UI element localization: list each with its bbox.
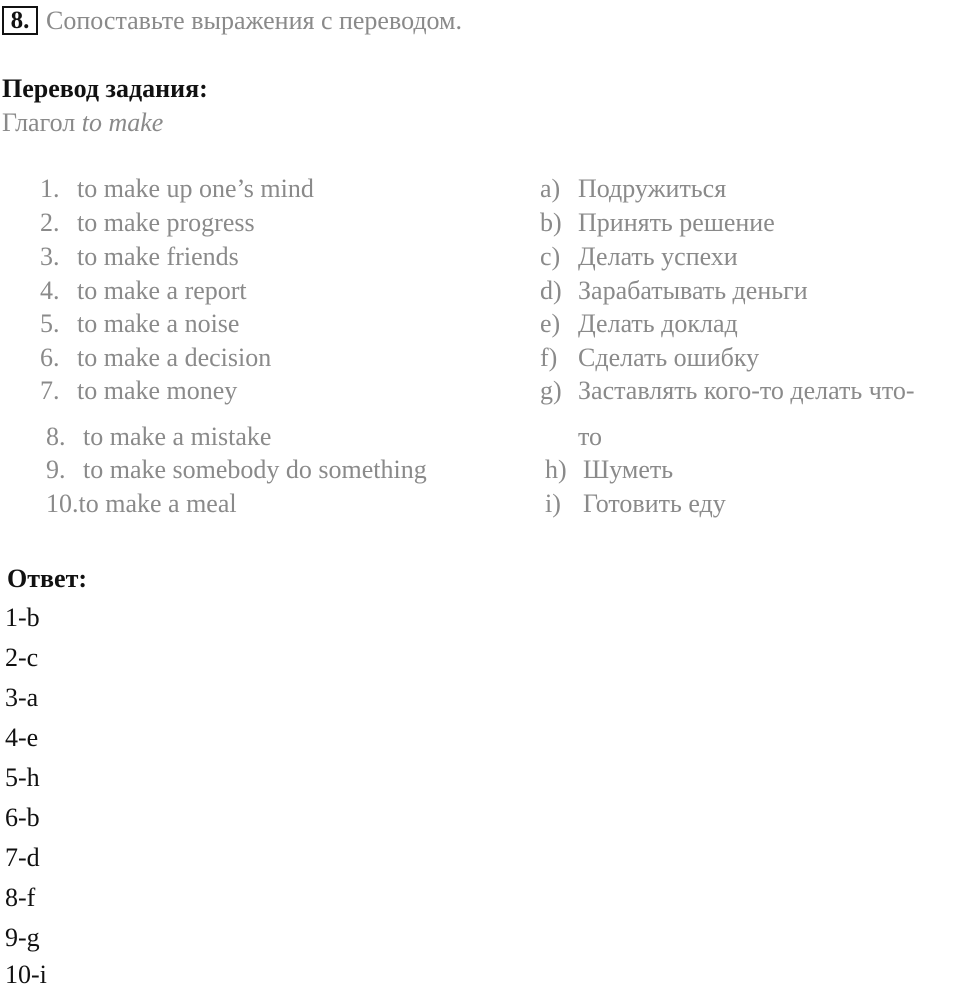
- answer-heading: Ответ:: [7, 564, 88, 593]
- left-item-text: to make up one’s mind: [77, 174, 314, 203]
- left-item: [40, 176, 314, 202]
- answer-item: 5-h: [5, 763, 40, 792]
- right-item-text: Делать доклад: [578, 309, 738, 338]
- left-item-text: to make money: [77, 376, 238, 405]
- right-item-letter: b): [540, 208, 562, 237]
- verb-line: [2, 110, 163, 136]
- right-item-letter: h): [545, 455, 567, 484]
- left-item-text: to make friends: [77, 242, 239, 271]
- right-item-letter: f): [540, 343, 558, 372]
- left-item: [46, 457, 427, 483]
- left-item: [40, 244, 239, 270]
- left-item: [40, 311, 239, 337]
- left-item-text: to make a report: [77, 276, 247, 305]
- right-item-letter: g): [540, 376, 562, 405]
- right-item-text: Делать успехи: [578, 242, 738, 271]
- right-item-letter: c): [540, 242, 561, 271]
- right-item-text: Сделать ошибку: [578, 343, 760, 372]
- verb-phrase: to make: [81, 108, 164, 137]
- left-item-number: 2.: [40, 208, 60, 237]
- answer-item: 8-f: [5, 883, 36, 912]
- left-item-number: 5.: [40, 309, 60, 338]
- left-item: [46, 424, 271, 450]
- left-item: [40, 278, 247, 304]
- answer-item: 2-c: [5, 643, 39, 672]
- left-item: [40, 345, 271, 371]
- right-item: [540, 345, 759, 371]
- answer-item: 3-a: [5, 683, 39, 712]
- right-item: [540, 378, 915, 404]
- right-item-text: Шуметь: [583, 455, 674, 484]
- right-item: [540, 210, 775, 236]
- left-item-text: to make a mistake: [83, 422, 272, 451]
- answer-item: 10-i: [5, 960, 47, 989]
- translation-heading: Перевод задания:: [2, 74, 208, 103]
- left-item-text: to make a noise: [77, 309, 240, 338]
- answer-item: 4-e: [5, 723, 39, 752]
- answer-item: 7-d: [5, 843, 40, 872]
- left-item: [40, 378, 237, 404]
- answer-item: 1-b: [5, 603, 40, 632]
- right-item: [545, 491, 726, 517]
- left-item-text: to make a decision: [77, 343, 272, 372]
- left-item-number: 1.: [40, 174, 60, 203]
- answer-item: 9-g: [5, 923, 40, 952]
- verb-prefix: Глагол: [2, 108, 82, 137]
- right-item: [540, 244, 738, 270]
- right-item-text: то: [578, 422, 603, 451]
- right-item-letter: i): [545, 489, 561, 518]
- right-item: [540, 176, 726, 202]
- left-item-number: 3.: [40, 242, 60, 271]
- left-item-number: 4.: [40, 276, 60, 305]
- right-item-text: Заставлять кого-то делать что-: [578, 376, 915, 405]
- left-item: [40, 210, 255, 236]
- left-item-number: 7.: [40, 376, 60, 405]
- right-item: [545, 457, 673, 483]
- right-item-text: Зарабатывать деньги: [578, 276, 808, 305]
- right-item: [540, 311, 738, 337]
- right-item-continuation: [578, 424, 602, 450]
- right-item-letter: d): [540, 276, 562, 305]
- right-item-letter: e): [540, 309, 561, 338]
- right-item-letter: a): [540, 174, 561, 203]
- right-item: [540, 278, 808, 304]
- right-item-text: Подружиться: [578, 174, 727, 203]
- right-item-text: Готовить еду: [583, 489, 726, 518]
- left-item-number: 10.: [46, 489, 79, 518]
- left-item: [46, 491, 237, 517]
- task-number-box: 8.: [2, 6, 38, 35]
- left-item-number: 6.: [40, 343, 60, 372]
- left-item-text: to make progress: [77, 208, 255, 237]
- task-instruction: Сопоставьте выражения с переводом.: [46, 6, 463, 35]
- left-item-text: to make a meal: [78, 489, 237, 518]
- left-item-number: 9.: [46, 455, 66, 484]
- answer-item: 6-b: [5, 803, 40, 832]
- left-item-text: to make somebody do something: [83, 455, 427, 484]
- right-item-text: Принять решение: [578, 208, 775, 237]
- left-item-number: 8.: [46, 422, 66, 451]
